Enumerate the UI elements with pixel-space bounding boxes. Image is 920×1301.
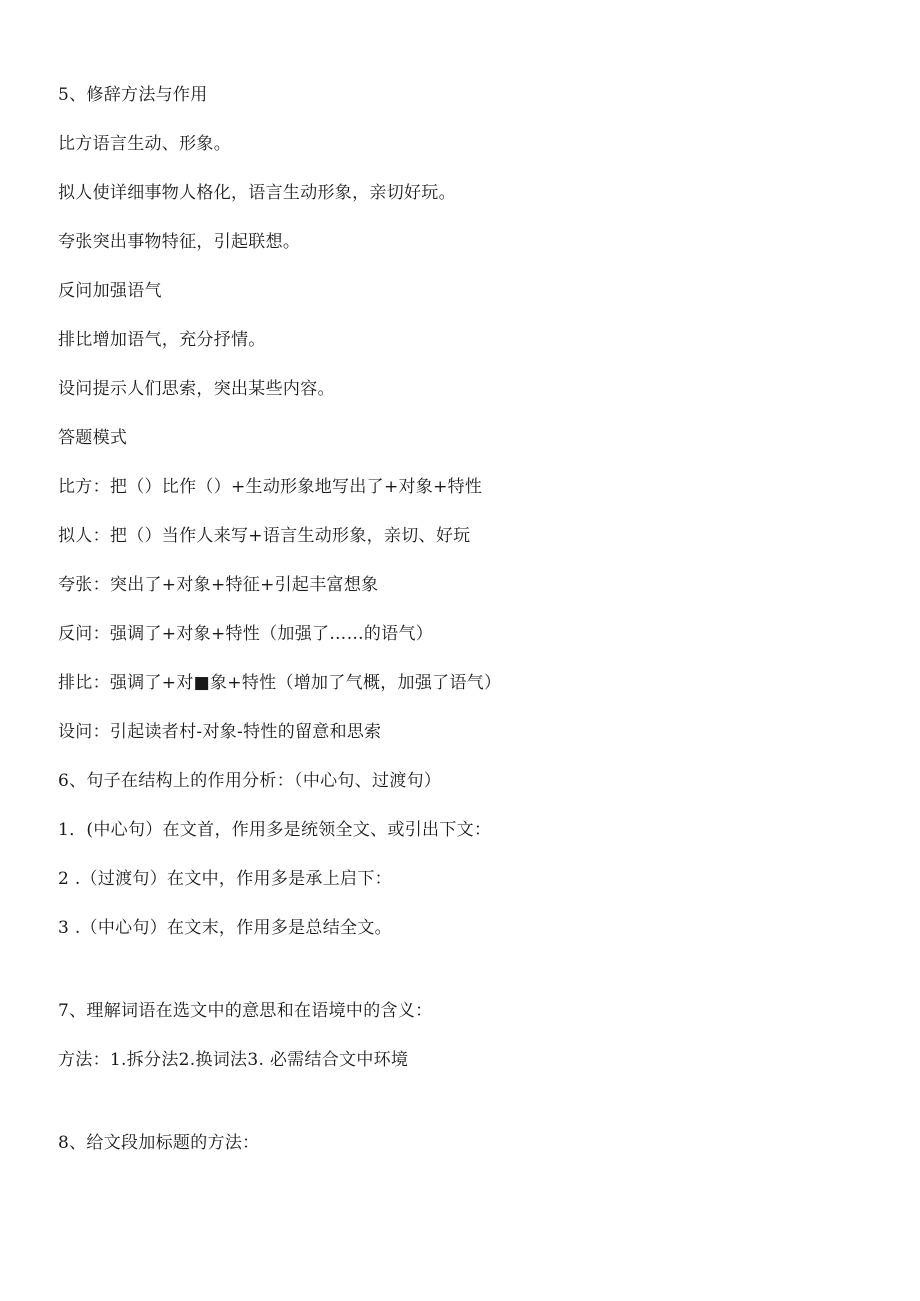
rhetoric-effect-parallelism: 排比增加语气，充分抒情。 <box>58 330 266 350</box>
section-6-heading: 6、句子在结构上的作用分析：（中心句、过渡句） <box>58 771 442 791</box>
word-meaning-method: 方法：1.拆分法2.换词法3. 必需结合文中环境 <box>58 1050 409 1070</box>
pattern-parallelism: 排比：强调了+对■象+特性（增加了气概，加强了语气） <box>58 673 502 693</box>
pattern-question-answer: 设问：引起读者村-对象-特性的留意和思索 <box>58 722 382 742</box>
structure-item-middle: 2 .（过渡句）在文中，作用多是承上启下： <box>58 869 392 889</box>
rhetoric-effect-hyperbole: 夸张突出事物特征，引起联想。 <box>58 232 301 252</box>
pattern-rhetorical-question: 反问：强调了+对象+特性（加强了……的语气） <box>58 624 434 644</box>
section-8-heading: 8、给文段加标题的方法： <box>58 1133 260 1153</box>
pattern-hyperbole: 夸张：突出了+对象+特征+引起丰富想象 <box>58 575 379 595</box>
rhetoric-effect-metaphor: 比方语言生动、形象。 <box>58 134 231 154</box>
rhetoric-effect-question-answer: 设问提示人们思索，突出某些内容。 <box>58 379 335 399</box>
pattern-personification: 拟人：把（）当作人来写+语言生动形象，亲切、好玩 <box>58 526 471 546</box>
pattern-metaphor: 比方：把（）比作（）+生动形象地写出了+对象+特性 <box>58 477 483 497</box>
section-5-heading: 5、修辞方法与作用 <box>58 85 208 105</box>
structure-item-ending: 3 .（中心句）在文末，作用多是总结全文。 <box>58 918 392 938</box>
answer-patterns-heading: 答题模式 <box>58 428 128 448</box>
rhetoric-effect-personification: 拟人使详细事物人格化，语言生动形象，亲切好玩。 <box>58 183 456 203</box>
section-7-heading: 7、理解词语在选文中的意思和在语境中的含义： <box>58 1001 433 1021</box>
structure-item-opening: 1．(中心句）在文首，作用多是统领全文、或引出下文： <box>58 820 492 840</box>
rhetoric-effect-rhetorical-question: 反问加强语气 <box>58 281 162 301</box>
